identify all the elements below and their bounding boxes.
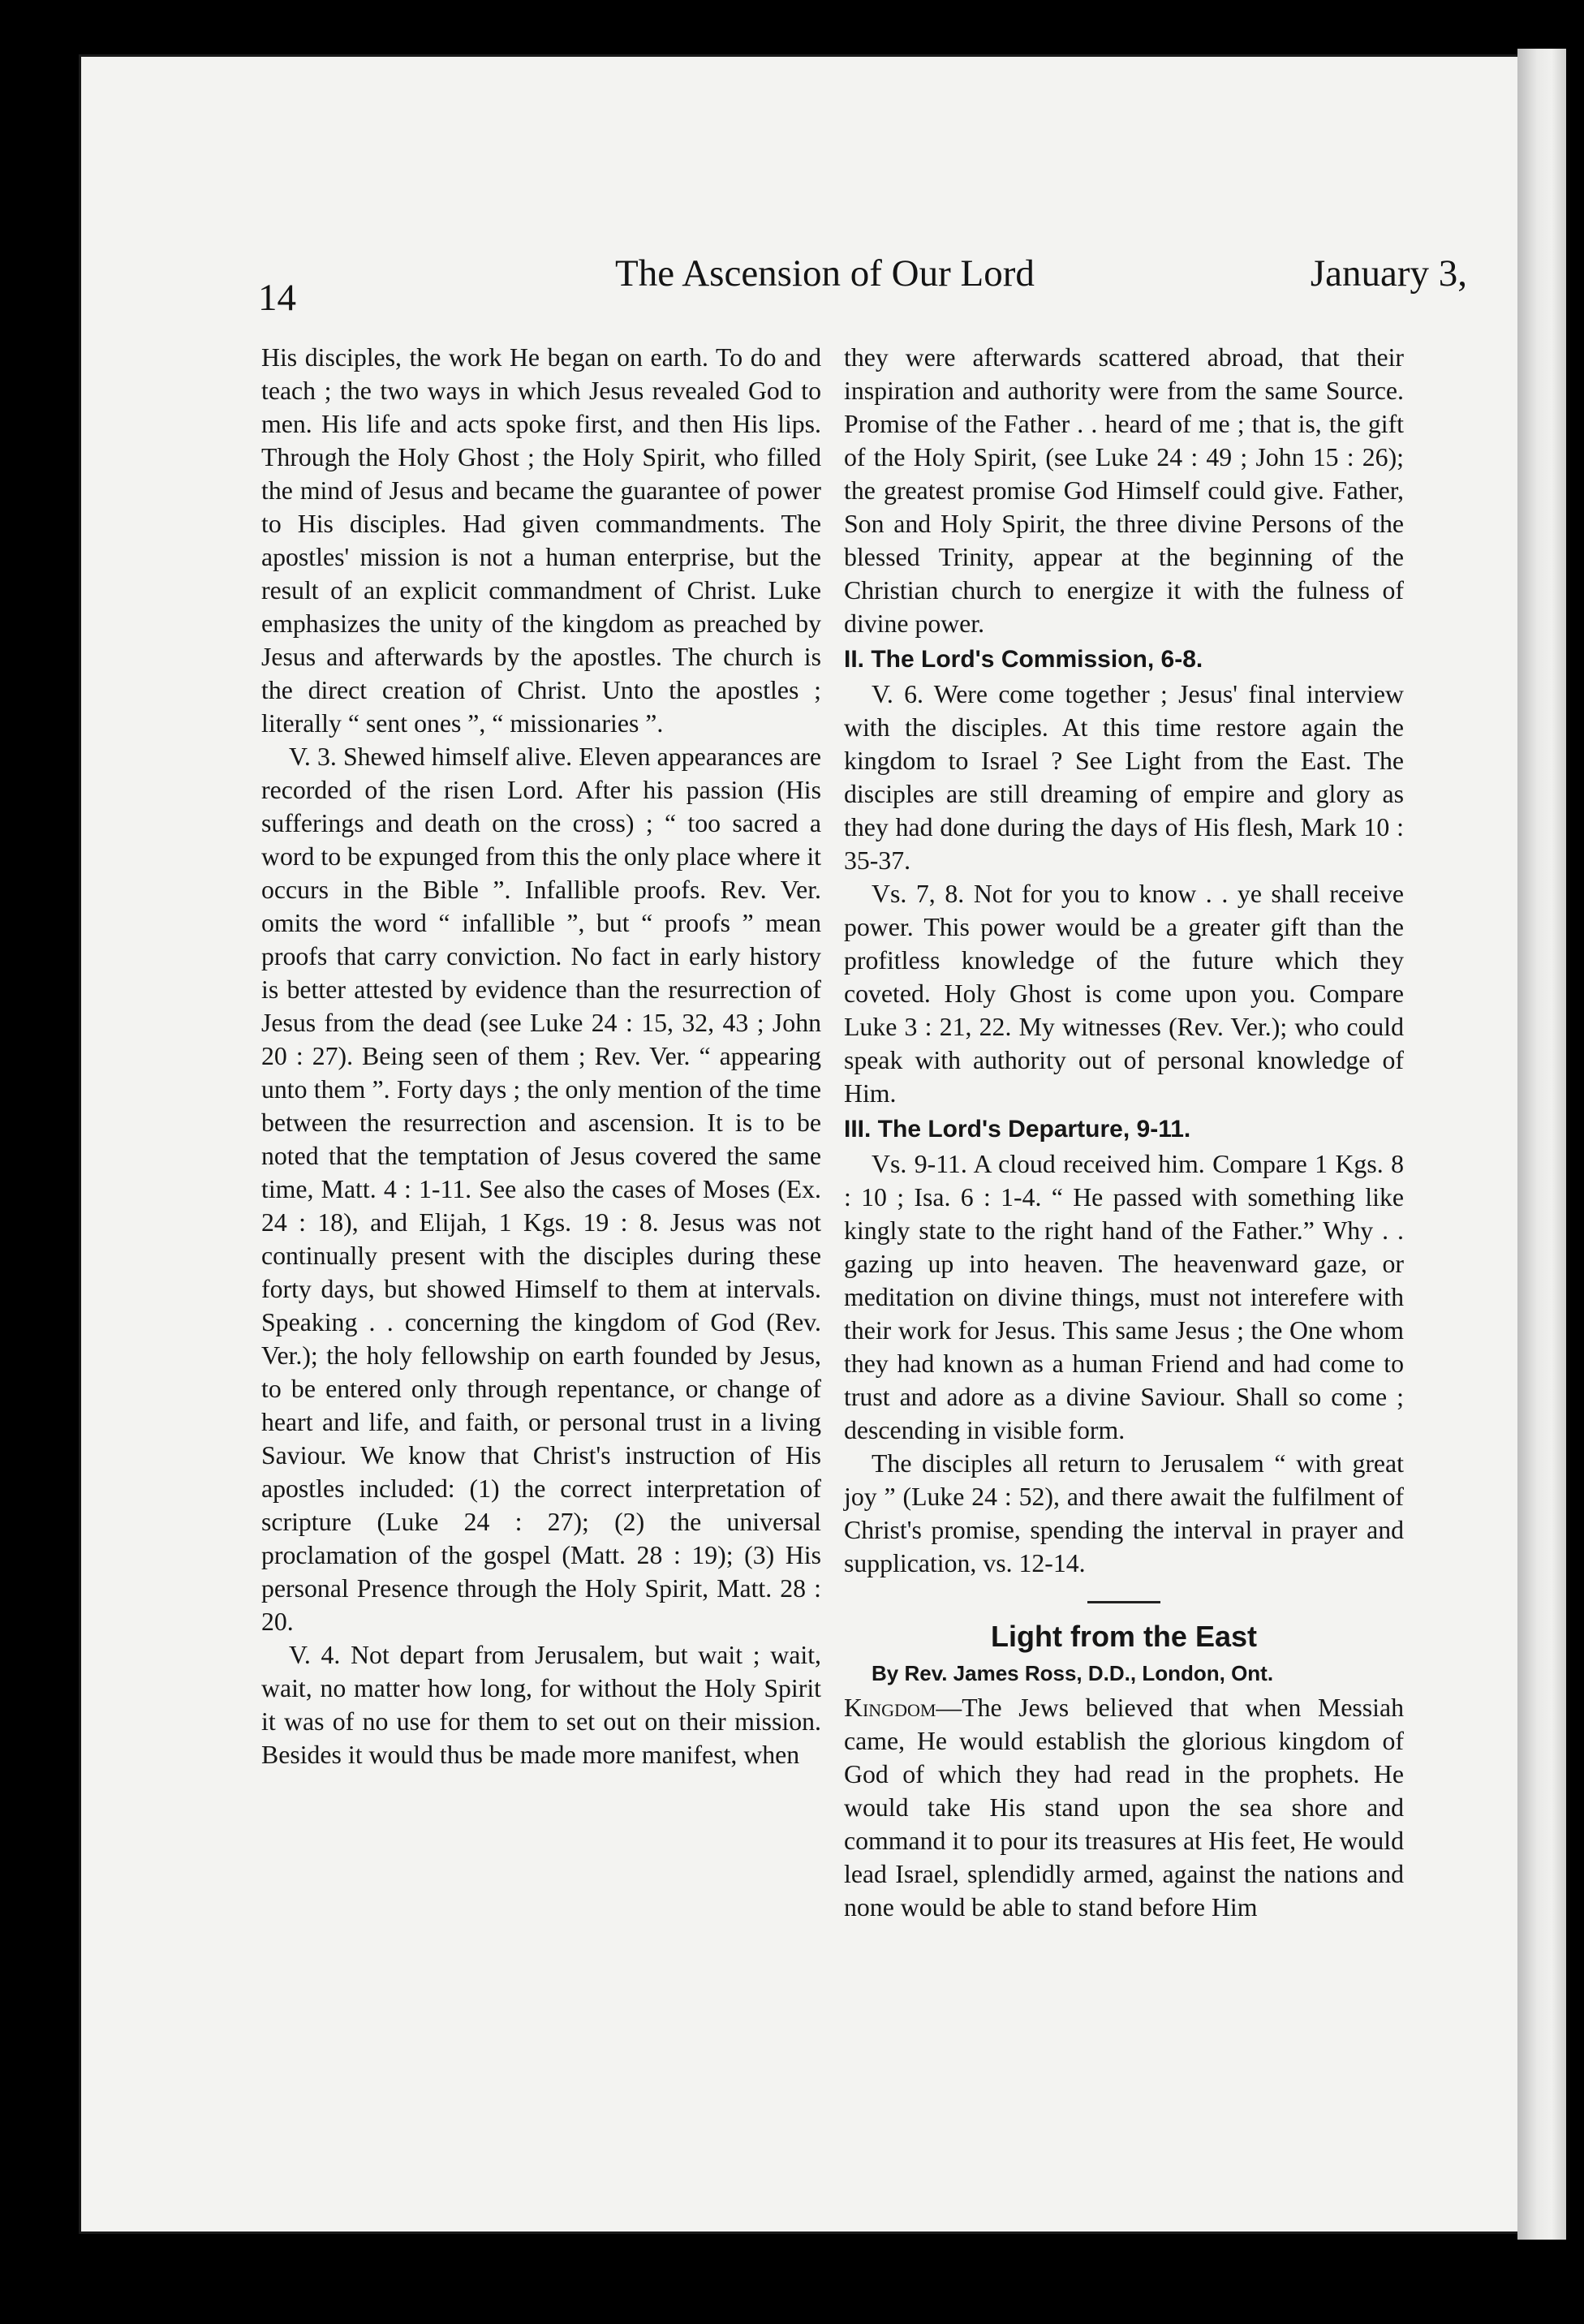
paragraph: they were afterwards scattered abroad, that their inspiration and authority were from the same Source. Promise of the Father . . heard of me ; that is, the gift of the Holy Spirit, (see Luke 24 : 49 ; John 15 : 26); the greatest promise God Himself could give. Father, Son and Holy Spirit, the three divine Persons of the blessed Trinity, appear at the beginning of the Christian church to energize it with the fulness of divine power. <box>844 343 1404 638</box>
left-column <box>261 341 821 1771</box>
section-heading: III. The Lord's Departure, 9-11. <box>844 1116 1191 1143</box>
paragraph: V. 3. Shewed himself alive. Eleven appearances are recorded of the risen Lord. After his passion (His sufferings and death on the cross) ; “ too sacred a word to be expunged from this the only place where it occurs in the Bible ”. Infallible proofs. Rev. Ver. omits the word “ infallible ”, but “ proofs ” mean proofs that carry conviction. No fact in early history is better attested by evidence than the resurrection of Jesus from the dead (see Luke 24 : 15, 32, 43 ; John 20 : 27). Being seen of them ; Rev. Ver. “ appearing unto them ”. Forty days ; the only mention of the time between the resurrection and ascension. It is to be noted that the temptation of Jesus covered the same time, Matt. 4 : 1-11. See also the cases of Moses (Ex. 24 : 18), and Elijah, 1 Kgs. 19 : 8. Jesus was not continually present with the disciples during these forty days, but showed Himself to them at intervals. Speaking . . concerning the kingdom of God (Rev. Ver.); the holy fellowship on earth founded by Jesus, to be entered only through repentance, or change of heart and life, and faith, or personal trust in a living Saviour. We know that Christ's instruction of His apostles included: (1) the correct interpretation of scripture (Luke 24 : 27); (2) the universal proclamation of the gospel (Matt. 28 : 19); (3) His personal Presence through the Holy Spirit, Matt. 28 : 20. <box>261 742 821 1636</box>
paragraph-text: —The Jews believed that when Messiah came, He would establish the glorious kingdom of God of which they had read in the prophets. He would take His stand upon the sea shore and command it to pour its treasures at His feet, He would lead Israel, splendidly armed, against the nations and none would be able to stand before Him <box>844 1694 1404 1922</box>
paragraph: V. 6. Were come together ; Jesus' final interview with the disciples. At this time restore again the kingdom to Israel ? See Light from the East. The disciples are still dreaming of empire and glory as they had done during the days of His flesh, Mark 10 : 35-37. <box>844 680 1404 875</box>
running-title: The Ascension of Our Lord <box>615 252 1035 295</box>
author-byline: By Rev. James Ross, D.D., London, Ont. <box>872 1661 1274 1685</box>
paragraph: His disciples, the work He began on earth. To do and teach ; the two ways in which Jesus revealed God to men. His life and acts spoke first, and then His lips. Through the Holy Ghost ; the Holy Spirit, who filled the mind of Jesus and became the guarantee of power to His disciples. Had given commandments. The apostles' mission is not a human enterprise, but the result of an explicit commandment of Christ. Luke emphasizes the unity of the kingdom as preached by Jesus and afterwards by the apostles. The church is the direct creation of Christ. Unto the apostles ; literally “ sent ones ”, “ missionaries ”. <box>261 343 821 738</box>
section-title: Light from the East <box>990 1620 1257 1653</box>
page-number: 14 <box>258 277 296 319</box>
section-divider <box>1087 1601 1160 1603</box>
right-column <box>844 341 1404 1924</box>
section-heading: II. The Lord's Commission, 6-8. <box>844 646 1203 673</box>
running-header <box>258 252 1467 319</box>
facing-page-edge <box>1517 49 1566 2240</box>
lead-word: Kingdom <box>844 1694 936 1722</box>
paragraph: Vs. 9-11. A cloud received him. Compare 1 Kgs. 8 : 10 ; Isa. 6 : 1-4. “ He passed with something like kingly state to the right hand of the Father.” Why . . gazing up into heaven. The heavenward gaze, or meditation on divine things, must not interefere with their work for Jesus. This same Jesus ; the One whom they had known as a human Friend and had come to trust and adore as a divine Saviour. Shall so come ; descending in visible form. <box>844 1150 1404 1444</box>
paragraph: V. 4. Not depart from Jerusalem, but wait ; wait, wait, no matter how long, for without the Holy Spirit it was of no use for them to set out on their mission. Besides it would thus be made more manifest, when <box>261 1641 821 1769</box>
paragraph: Vs. 7, 8. Not for you to know . . ye shall receive power. This power would be a greater gift than the profitless knowledge of the future which they coveted. Holy Ghost is come upon you. Compare Luke 3 : 21, 22. My witnesses (Rev. Ver.); who could speak with authority out of personal knowledge of Him. <box>844 880 1404 1108</box>
paragraph: The disciples all return to Jerusalem “ with great joy ” (Luke 24 : 52), and there await the fulfilment of Christ's promise, spending the interval in prayer and supplication, vs. 12-14. <box>844 1449 1404 1577</box>
paragraph <box>844 1691 1404 1924</box>
running-date: January 3, <box>1310 252 1467 295</box>
